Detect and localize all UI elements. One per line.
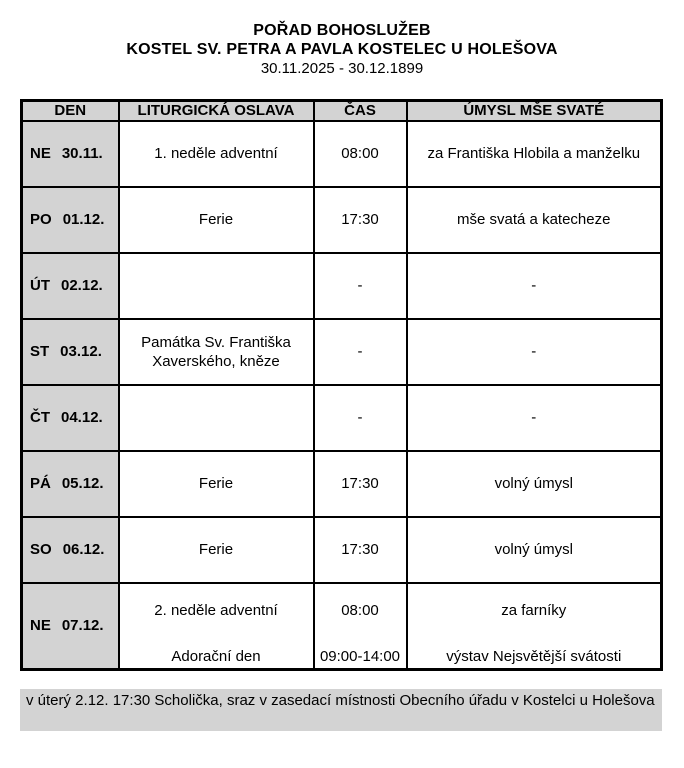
celebration-line-2: Adorační den xyxy=(171,647,261,665)
date-label: 04.12. xyxy=(61,409,103,426)
time-cell xyxy=(314,583,407,670)
day-cell xyxy=(22,517,119,583)
day-cell xyxy=(22,121,119,187)
day-cell xyxy=(22,583,119,670)
title-block xyxy=(0,0,684,79)
church-name: KOSTEL SV. PETRA A PAVLA KOSTELEC U HOLEŠOVA xyxy=(126,41,558,58)
time-cell: - xyxy=(314,385,407,451)
date-label: 02.12. xyxy=(61,277,103,294)
intention-line-2: výstav Nejsvětější svátosti xyxy=(446,647,622,665)
intention-cell: mše svatá a katecheze xyxy=(407,187,662,253)
celebration-cell: Ferie xyxy=(119,517,314,583)
time-cell: - xyxy=(314,253,407,319)
date-label: 30.11. xyxy=(61,145,103,162)
table-row xyxy=(22,253,662,319)
date-range: 30.11.2025 - 30.12.1899 xyxy=(260,60,424,77)
day-cell xyxy=(22,187,119,253)
day-label: PÁ xyxy=(30,475,51,492)
page-title: POŘAD BOHOSLUŽEB xyxy=(253,22,431,39)
day-cell xyxy=(22,319,119,385)
intention-cell: - xyxy=(407,319,662,385)
celebration-cell xyxy=(119,253,314,319)
day-label: NE xyxy=(30,617,51,635)
day-label: NE xyxy=(30,145,51,162)
table-row xyxy=(22,187,662,253)
date-label: 03.12. xyxy=(60,343,102,360)
col-header-umysl-mse-svate: ÚMYSL MŠE SVATÉ xyxy=(407,101,662,121)
table-header xyxy=(22,101,662,121)
table-row xyxy=(22,385,662,451)
table-row xyxy=(22,517,662,583)
time-cell: 17:30 xyxy=(314,187,407,253)
time-cell: 08:00 xyxy=(314,121,407,187)
celebration-line-1: 2. neděle adventní xyxy=(154,601,278,619)
intention-line-1: za farníky xyxy=(501,601,567,619)
celebration-cell xyxy=(119,385,314,451)
day-cell xyxy=(22,385,119,451)
time-line-2: 09:00-14:00 xyxy=(319,647,401,665)
day-label: SO xyxy=(30,541,52,558)
day-label: ST xyxy=(30,343,50,360)
intention-cell: volný úmysl xyxy=(407,517,662,583)
celebration-cell xyxy=(119,583,314,670)
intention-cell: - xyxy=(407,253,662,319)
celebration-cell: Ferie xyxy=(119,187,314,253)
table-row xyxy=(22,451,662,517)
intention-cell: - xyxy=(407,385,662,451)
celebration-cell: 1. neděle adventní xyxy=(119,121,314,187)
footer-note: v úterý 2.12. 17:30 Scholička, sraz v zasedací místnosti Obecního úřadu v Kostelci u Holešova xyxy=(20,689,662,731)
time-line-1: 08:00 xyxy=(341,601,379,619)
time-cell: - xyxy=(314,319,407,385)
day-label: PO xyxy=(30,211,52,228)
day-label: ČT xyxy=(30,409,50,426)
date-label: 06.12. xyxy=(62,541,105,558)
intention-cell: za Františka Hlobila a manželku xyxy=(407,121,662,187)
header-row xyxy=(22,101,662,121)
time-cell: 17:30 xyxy=(314,451,407,517)
table-row xyxy=(22,121,662,187)
date-label: 05.12. xyxy=(61,475,104,492)
date-label: 01.12. xyxy=(62,211,105,228)
day-label: ÚT xyxy=(30,277,50,294)
table-row xyxy=(22,583,662,670)
day-cell xyxy=(22,451,119,517)
intention-cell xyxy=(407,583,662,670)
date-label: 07.12. xyxy=(61,617,104,635)
intention-cell: volný úmysl xyxy=(407,451,662,517)
day-cell xyxy=(22,253,119,319)
col-header-den: DEN xyxy=(22,101,119,121)
table-row xyxy=(22,319,662,385)
time-cell: 17:30 xyxy=(314,517,407,583)
col-header-liturgicka-oslava: LITURGICKÁ OSLAVA xyxy=(119,101,314,121)
celebration-cell: Ferie xyxy=(119,451,314,517)
celebration-cell: Památka Sv. Františka Xaverského, kněze xyxy=(119,319,314,385)
schedule-table xyxy=(20,99,663,671)
col-header-cas: ČAS xyxy=(314,101,407,121)
